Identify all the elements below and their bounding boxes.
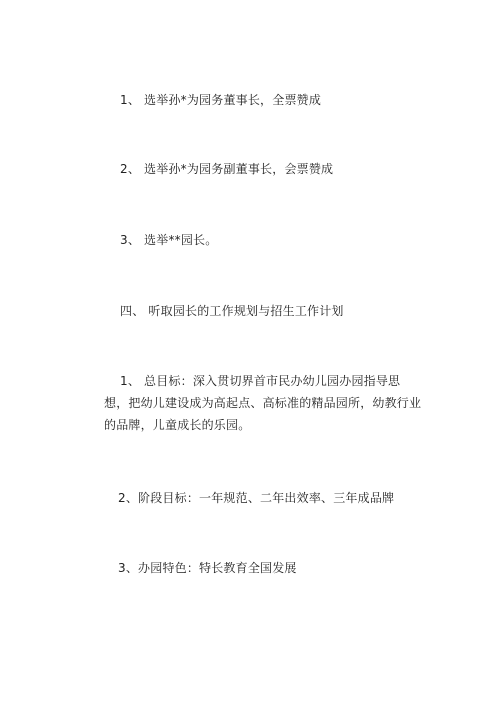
stage-goal-item: 2、阶段目标：一年规范、二年出效率、三年成品牌 [118,491,395,505]
overall-goal-line-2: 想，把幼儿建设成为高起点、高标准的精品园所，幼教行业 [104,396,422,410]
overall-goal-paragraph [104,370,422,436]
resolution-item-chairman: 1、 选举孙*为园务董事长，全票赞成 [120,93,322,107]
resolution-item-vice-chairman: 2、 选举孙*为园务副董事长，会票赞成 [120,162,334,176]
school-feature-item: 3、办园特色：特长教育全国发展 [118,561,297,575]
overall-goal-line-3: 的品牌，儿童成长的乐园。 [104,418,251,432]
resolution-item-principal: 3、 选举**园长。 [120,233,218,247]
section-heading-four: 四、 听取园长的工作规划与招生工作计划 [120,304,344,318]
overall-goal-line-1: 1、 总目标：深入贯切界首市民办幼儿园办园指导思 [120,374,401,388]
